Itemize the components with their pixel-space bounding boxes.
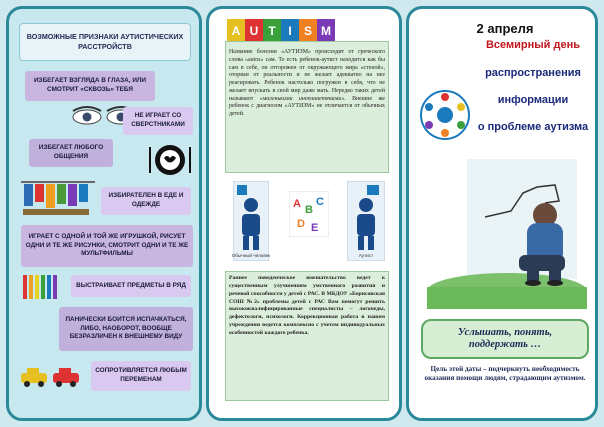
autist-person-icon: [347, 181, 385, 261]
title-line2: распространения: [485, 67, 581, 79]
signs-title: ВОЗМОЖНЫЕ ПРИЗНАКИ АУТИСТИЧЕСКИХ РАССТРОЙСТВ: [19, 23, 191, 61]
date-heading: 2 апреля: [476, 21, 534, 36]
clothes-icon: [19, 177, 97, 219]
toy-cars-icon: [19, 363, 83, 391]
banner-letter: I: [288, 24, 292, 38]
signs-panel: [6, 6, 202, 421]
sign-item: НЕ ИГРАЕТ СО СВЕРСТНИКАМИ: [123, 107, 193, 135]
goal-text: Цель этой даты – подчеркнуть необходимость оказания помощи людям, страдающим аутизмом.: [424, 365, 586, 383]
autism-puzzle-banner: [227, 19, 337, 45]
autism-definition-text: Название болезни «АУТИЗМ» происходит от греческого слова «autos» сам. То есть ребенок-аутист находится как бы сам в себе, он отгорожен от окружающего мира «стеной», оторван от реальности и не желает адекватно на нее реагировать. Ребенок настолько погружен в себя, что не желает впускать в свой мир даже мать. Нередко таких детей называют «маленькими инопланетянами». Внешне же ребенок с диагнозом «АУТИЗМ» не отличается от обычных детей.: [229, 49, 385, 118]
title-red: Всемирный день: [485, 39, 580, 51]
sign-item: ИЗБЕГАЕТ ЛЮБОГО ОБЩЕНИЯ: [29, 139, 113, 167]
sign-item: ИЗБИРАТЕЛЕН В ЕДЕ И ОДЕЖДЕ: [101, 187, 191, 215]
title-line4: о проблеме аутизма: [477, 121, 589, 133]
ordinary-person-caption: Обычный человек: [231, 253, 271, 258]
pencils-icon: [21, 271, 65, 301]
banner-letter: M: [321, 24, 331, 38]
title-line3: информации: [497, 94, 569, 106]
banner-letter: U: [249, 24, 259, 38]
slogan-box: Услышать, понять, поддержать …: [421, 319, 589, 359]
info-panel: [206, 6, 402, 421]
plate-icon: [147, 141, 193, 179]
sad-boy-illustration: [427, 159, 587, 309]
jumbled-letters-icon: [289, 191, 329, 237]
svg-text:D: D: [297, 218, 305, 230]
sign-item: ИГРАЕТ С ОДНОЙ И ТОЙ ЖЕ ИГРУШКОЙ, РИСУЕТ ОДНИ И ТЕ ЖЕ РИСУНКИ, СМОТРИТ ОДНИ И ТЕ ЖЕ МУЛЬТФИЛЬМЫ: [21, 225, 193, 267]
svg-text:B: B: [305, 204, 313, 216]
svg-text:C: C: [316, 196, 324, 208]
autism-logo-icon: [419, 89, 471, 141]
sign-item: СОПРОТИВЛЯЕТСЯ ЛЮБЫМ ПЕРЕМЕНАМ: [91, 361, 191, 391]
sign-item: ИЗБЕГАЕТ ВЗГЛЯДА В ГЛАЗА, ИЛИ СМОТРИТ «СКВОЗЬ» ТЕБЯ: [25, 71, 155, 101]
banner-letter: T: [268, 24, 276, 38]
autist-caption: Аутист: [358, 253, 374, 258]
ordinary-person-icon: [233, 181, 269, 261]
sign-item: ПАНИЧЕСКИ БОИТСЯ ИСПАЧКАТЬСЯ, ЛИБО, НАОБОРОТ, ВООБЩЕ БЕЗРАЗЛИЧЕН К ВНЕШНЕМУ ВИДУ: [59, 307, 193, 351]
sign-item: ВЫСТРАИВАЕТ ПРЕДМЕТЫ В РЯД: [71, 275, 191, 297]
banner-letter: S: [303, 24, 313, 38]
svg-text:A: A: [293, 198, 301, 210]
cover-panel: [406, 6, 598, 421]
intervention-text: Раннее поведенческое вмешательство ведет к существенным улучшениям умственного развития и речевой способности у детей с РАС. В МБДОУ «Борисовская СОШ №2» проблемы детей с РАС Вам помогут решить высококвалифицированные специалисты – логопеды, дефектологи, психологи. Коррекционная работа в нашем учреждении ведется комплексно с учетом индивидуальных особенностей каждого ребенка.: [229, 275, 385, 337]
banner-letter: A: [231, 24, 241, 38]
svg-text:E: E: [311, 222, 319, 234]
